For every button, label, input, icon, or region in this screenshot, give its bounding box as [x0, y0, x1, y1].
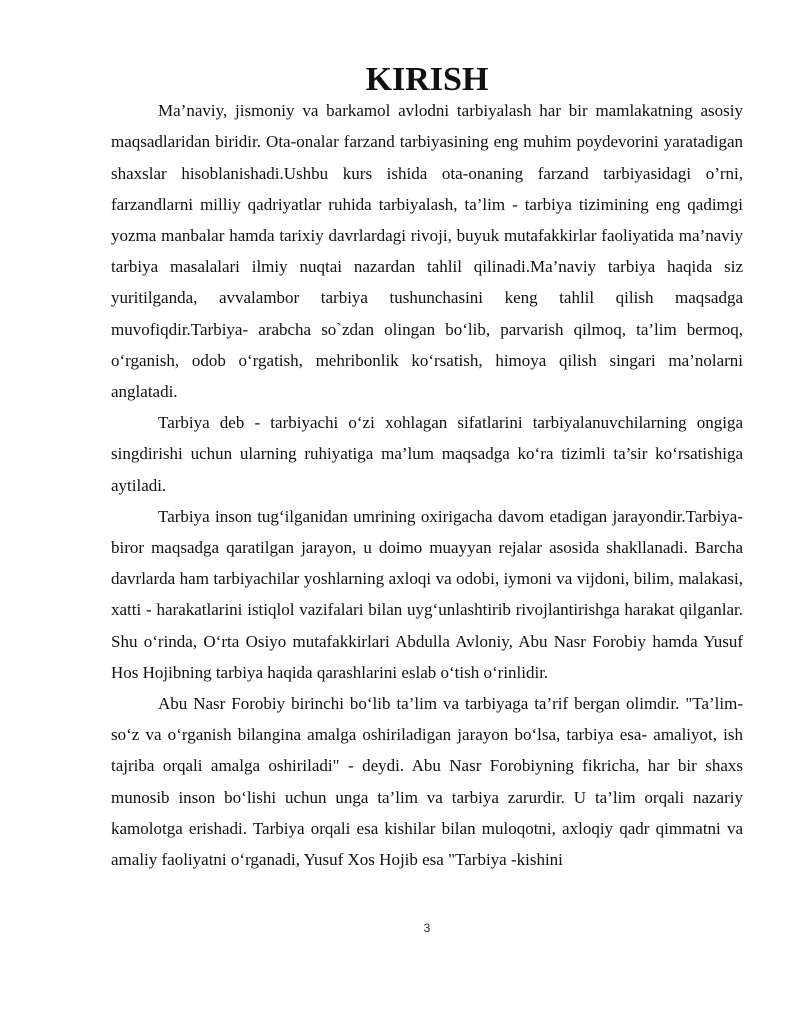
paragraph-2: Tarbiya deb - tarbiyachi o‘zi xohlagan sifatlarini tarbiyalanuvchilarning ongiga singdirishi uchun ularning ruhiyatiga ma’lum maqsadga ko‘ra tizimli ta’sir ko‘rsatishiga aytiladi. — [111, 413, 743, 495]
paragraph-3: Tarbiya inson tug‘ilganidan umrining oxirigacha davom etadigan jarayondir.Tarbiya-biror maqsadga qaratilgan jarayon, u doimo muayyan rejalar asosida shakllanadi. Barcha davrlarda ham tarbiyachilar yoshlarning axloqi va odobi, iymoni va vijdoni, bilim, malakasi, xatti - harakatlarini istiqlol vazifalari bilan uyg‘unlashtirib rivojlantirishga harakat qilganlar. Shu o‘rinda, O‘rta Osiyo mutafakkirlari Abdulla Avloniy, Abu Nasr Forobiy hamda Yusuf Hos Hojibning tarbiya haqida qarashlarini eslab o‘tish o‘rinlidir. — [111, 506, 743, 682]
page-number: 3 — [423, 921, 431, 935]
page-title: KIRISH — [365, 61, 489, 98]
paragraph-1: Ma’naviy, jismoniy va barkamol avlodni tarbiyalash har bir mamlakatning asosiy maqsadlaridan biridir. Ota-onalar farzand tarbiyasining eng muhim poydevorini yaratadigan shaxslar hisoblanishadi.Ushbu kurs ishida ota-onaning farzand tarbiyasidagi o’rni, farzandlarni milliy qadriyatlar ruhida tarbiyalash, ta’lim - tarbiya tizimining eng qadimgi yozma manbalar hamda tarixiy davrlardagi rivoji, buyuk mutafakkirlar faoliyatida ma’naviy tarbiya masalalari ilmiy nuqtai nazardan tahlil qilinadi.Ma’naviy tarbiya haqida siz yuritilganda, avvalambor tarbiya tushunchasini keng tahlil qilish maqsadga muvofiqdir.Tarbiya- arabcha so`zdan olingan bo‘lib, parvarish qilmoq, ta’lim bermoq, o‘rganish, odob o‘rgatish, mehribonlik ko‘rsatish, himoya qilish singari ma’nolarni anglatadi. — [111, 101, 743, 402]
document-page — [111, 61, 743, 875]
paragraph-4: Abu Nasr Forobiy birinchi bo‘lib ta’lim va tarbiyaga ta’rif bergan olimdir. "Ta’lim- so‘z va o‘rganish bilangina amalga oshiriladigan jarayon bo‘lsa, tarbiya esa- amaliyot, ish tajriba orqali amalga oshiriladi" - deydi. Abu Nasr Forobiyning fikricha, har bir shaxs munosib inson bo‘lishi uchun unga ta’lim va tarbiya zarurdir. U ta’lim orqali nazariy kamolotga erishadi. Tarbiya orqali esa kishilar bilan muloqotni, axloqiy qadr qimmatni va amaliy faoliyatni o‘rganadi, Yusuf Xos Hojib esa "Tarbiya -kishini — [111, 694, 743, 870]
